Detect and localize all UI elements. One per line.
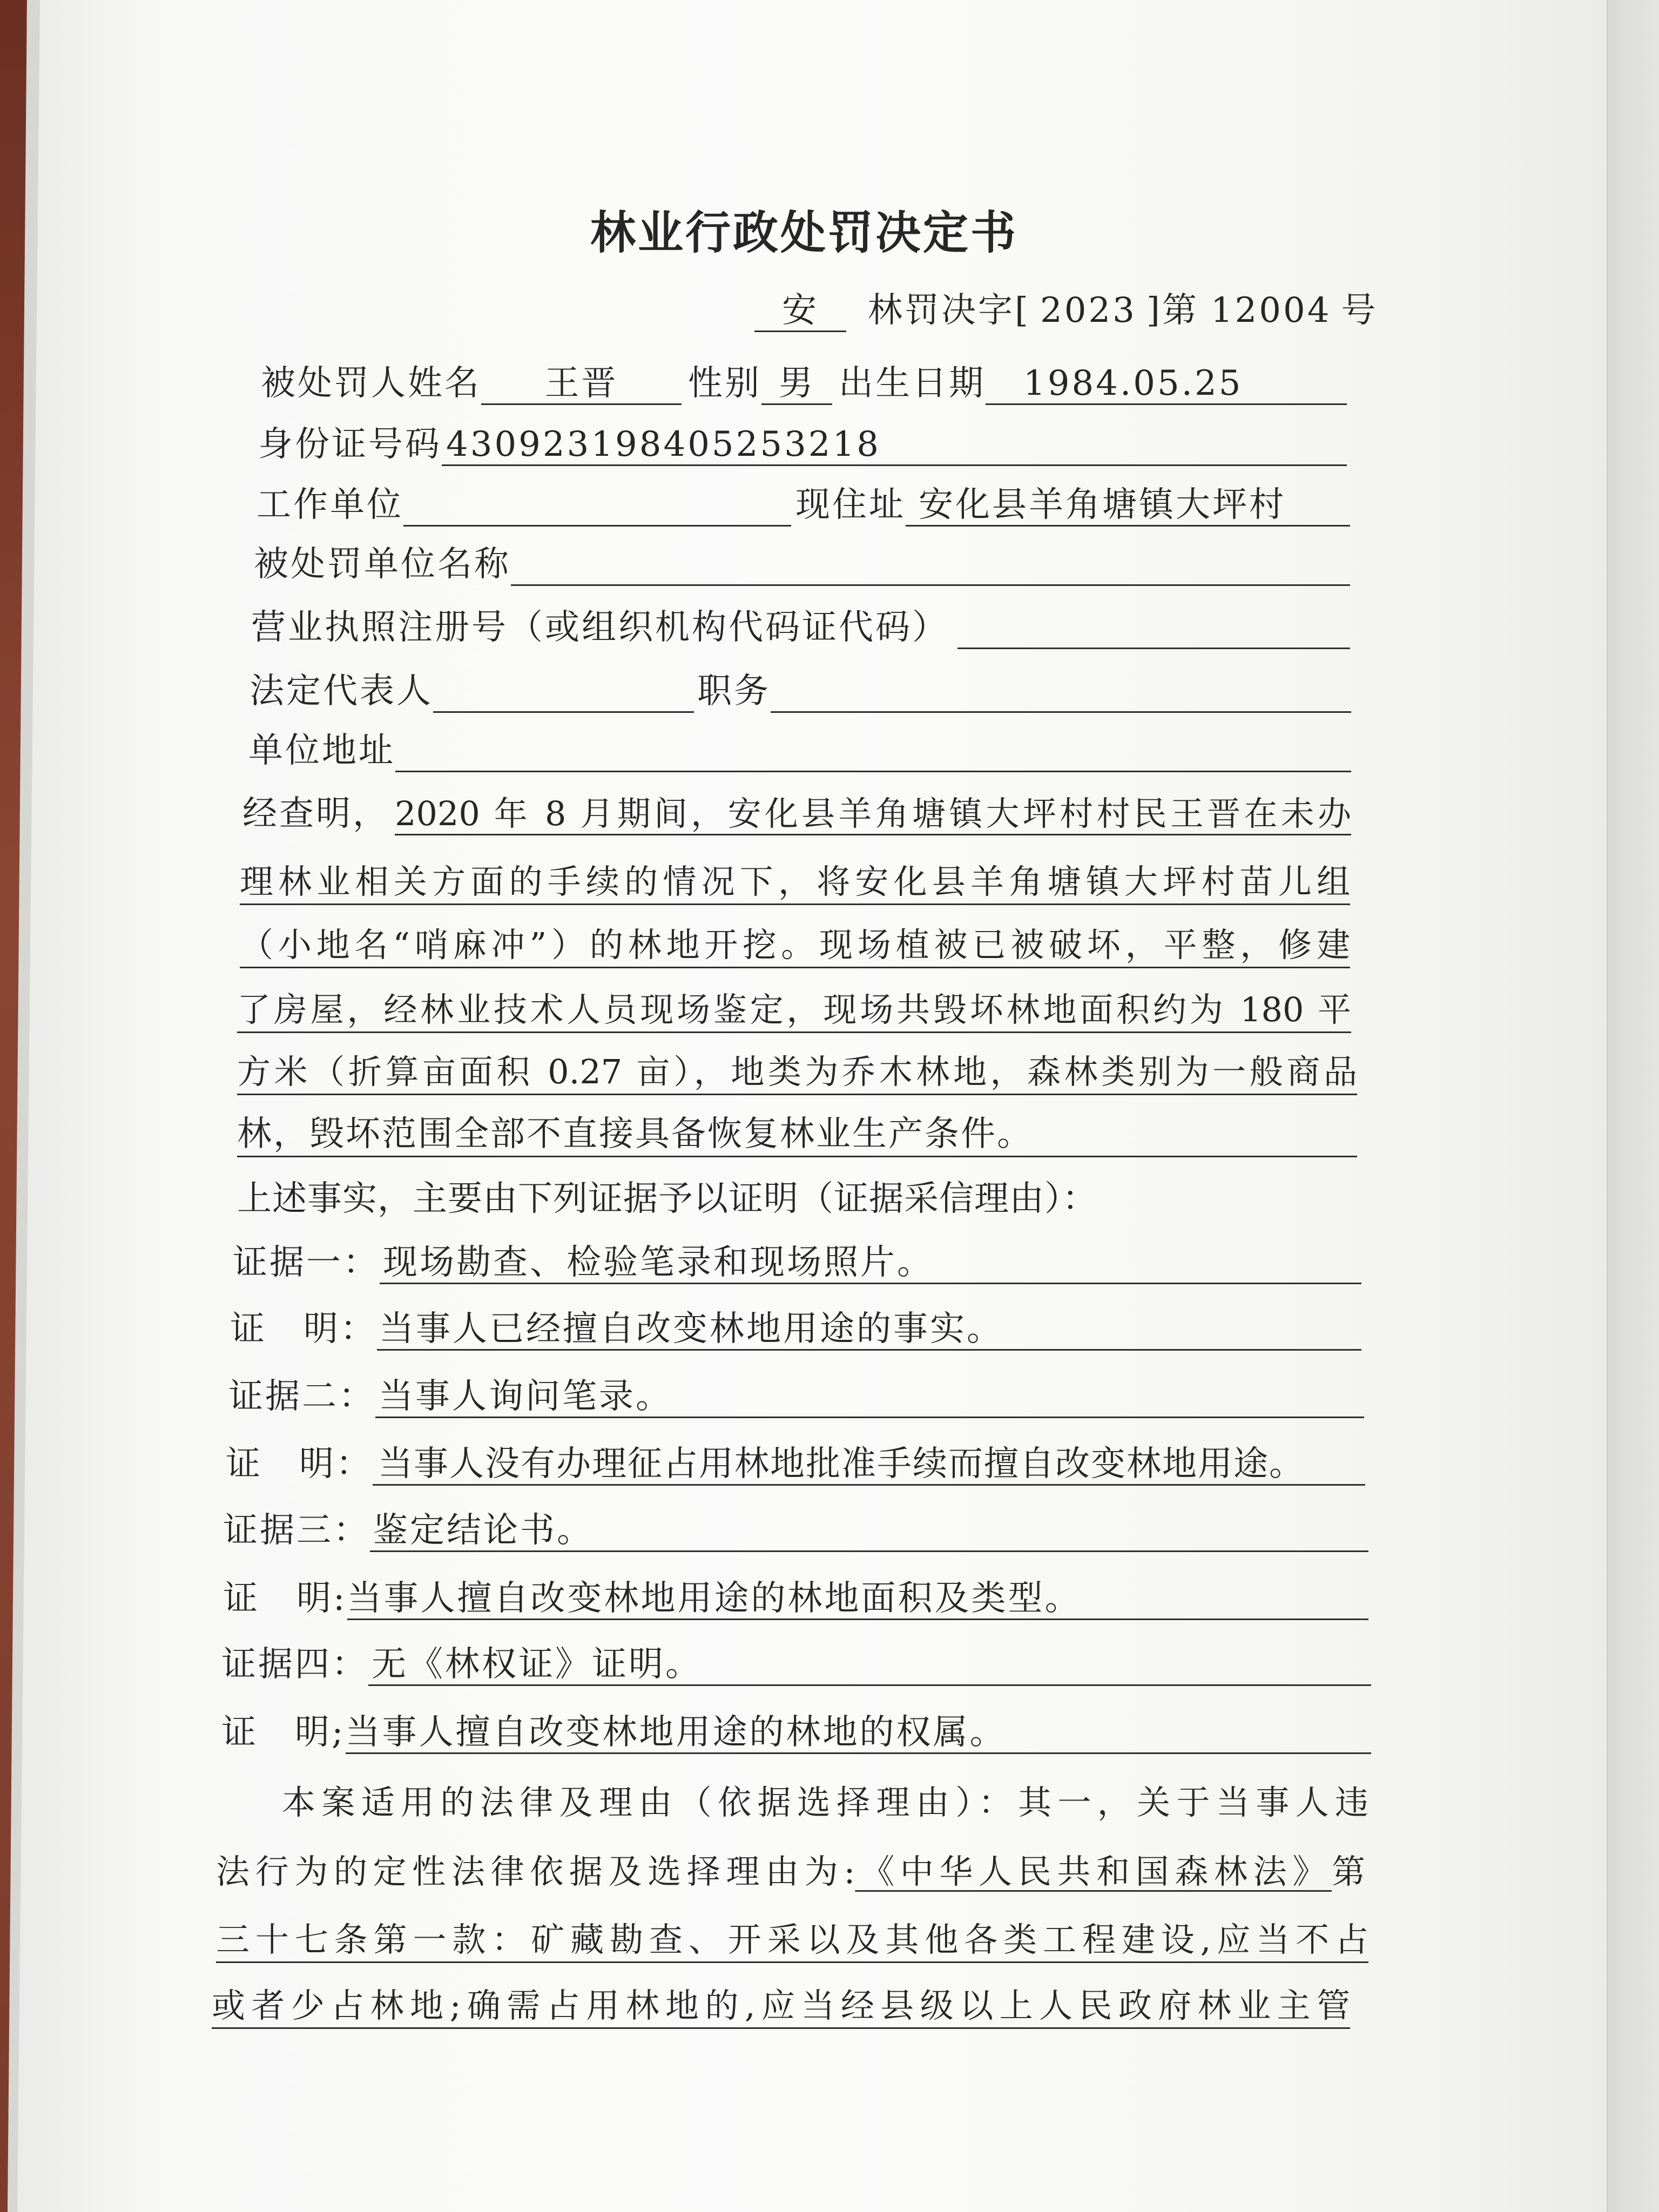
proof-label: 证 明:: [223, 1579, 347, 1618]
facts-line-5: 方米（折算亩面积 0.27 亩），地类为乔木林地，森林类别为一般商品: [237, 1050, 1357, 1095]
birth-date-value: 1984.05.25: [986, 362, 1347, 405]
employer-blank: [403, 483, 791, 527]
doc-number-prefix: 安: [754, 289, 846, 332]
party-row-employer: [257, 483, 1350, 527]
id-label: 身份证号码: [258, 424, 442, 464]
evidence-content: 无《林权证》证明。: [368, 1643, 1371, 1686]
employer-label: 工作单位: [257, 485, 403, 525]
document-title: 林业行政处罚决定书: [590, 206, 1018, 259]
law-line-2-after: 第: [1331, 1852, 1365, 1891]
proof-label: 证 明：: [226, 1444, 373, 1484]
unit-name-label: 被处罚单位名称: [254, 544, 511, 584]
facts-lead: 经查明，: [242, 794, 389, 834]
evidence-content: 现场勘查、检验笔录和现场照片。: [380, 1241, 1361, 1284]
birth-label: 出生日期: [839, 363, 986, 403]
license-blank: [957, 606, 1350, 649]
proof-content: 当事人没有办理征占用林地批准手续而擅自改变林地用途。: [373, 1442, 1365, 1486]
name-value: 王晋: [481, 362, 682, 405]
adjacent-sheet-edge: [1607, 0, 1659, 2212]
legal-rep-blank: [433, 670, 694, 713]
evidence-row: [228, 1375, 1364, 1418]
evidence-label: 证据一：: [233, 1243, 380, 1283]
facts-line-2: 理林业相关方面的手续的情况下，将安化县羊角塘镇大坪村苗儿组: [240, 860, 1350, 905]
law-line-2-before: 法行为的定性法律依据及选择理由为:: [216, 1852, 855, 1891]
document-number-line: [754, 289, 1378, 332]
evidence-label: 证据三：: [223, 1510, 370, 1550]
law-line-4: 或者少占林地;确需占用林地的,应当经县级以上人民政府林业主管: [212, 1984, 1350, 2029]
doc-number-year: 2023: [1040, 291, 1137, 331]
facts-line-6: 林，毁坏范围全部不直接具备恢复林业生产条件。: [237, 1112, 1357, 1157]
address-label: 现住址: [795, 485, 906, 525]
party-row-id: [258, 423, 1347, 466]
evidence-row: [233, 1241, 1361, 1284]
id-number-value: 430923198405253218: [442, 423, 1347, 466]
party-row-name: [261, 362, 1347, 405]
evidence-proof-row: [221, 1711, 1371, 1754]
unit-name-blank: [511, 543, 1350, 586]
evidence-content: 当事人询问笔录。: [375, 1375, 1364, 1418]
unit-address-label: 单位地址: [248, 731, 395, 771]
law-line-2: [216, 1850, 1365, 1893]
party-row-unit-name: [254, 543, 1350, 586]
position-label: 职务: [697, 671, 771, 711]
evidence-row: [223, 1509, 1368, 1552]
proof-content: 当事人擅自改变林地用途的林地的权属。: [346, 1711, 1371, 1754]
party-row-unit-address: [248, 729, 1351, 772]
evidence-row: [221, 1643, 1371, 1686]
unit-address-blank: [395, 729, 1351, 772]
party-row-license: [251, 606, 1350, 649]
facts-line-3: （小地名“哨麻冲”）的林地开挖。现场植被已被破坏，平整，修建: [240, 923, 1350, 968]
law-line-3: 三十七条第一款：矿藏勘查、开采以及其他各类工程建设,应当不占: [216, 1918, 1368, 1963]
doc-number-suffix: 号: [1341, 291, 1378, 331]
doc-number-mid: ]第: [1146, 291, 1199, 331]
evidence-label: 证据四：: [221, 1644, 368, 1684]
party-row-legal-rep: [249, 670, 1351, 713]
address-value: 安化县羊角塘镇大坪村: [906, 483, 1350, 527]
evidence-proof-row: [223, 1577, 1368, 1620]
evidence-content: 鉴定结论书。: [370, 1509, 1368, 1552]
proof-label: 证 明：: [230, 1309, 377, 1349]
facts-line-1: [242, 792, 1351, 835]
evidence-proof-row: [226, 1442, 1365, 1486]
gender-value: 男: [761, 362, 832, 405]
proof-label: 证 明;: [221, 1712, 346, 1752]
name-label: 被处罚人姓名: [261, 363, 481, 403]
proof-content: 当事人已经擅自改变林地用途的事实。: [377, 1307, 1361, 1351]
legal-rep-label: 法定代表人: [249, 671, 433, 711]
gender-label: 性别: [688, 363, 761, 403]
law-name: 《中华人民共和国森林法》: [855, 1852, 1332, 1891]
doc-number-type: 林罚决字[: [868, 291, 1030, 331]
evidence-proof-row: [230, 1307, 1361, 1351]
evidence-intro: 上述事实，主要由下列证据予以证明（证据采信理由）：: [237, 1179, 1097, 1219]
position-blank: [771, 670, 1351, 713]
proof-content: 当事人擅自改变林地用途的林地面积及类型。: [347, 1577, 1368, 1620]
evidence-label: 证据二：: [228, 1377, 375, 1417]
law-line-1: 本案适用的法律及理由（依据选择理由）：其一，关于当事人违: [282, 1783, 1368, 1822]
doc-number-serial: 12004: [1210, 291, 1332, 331]
facts-line-1-text: 2020 年 8 月期间，安化县羊角塘镇大坪村村民王晋在未办: [395, 792, 1351, 835]
license-label: 营业执照注册号（或组织机构代码证代码）: [251, 608, 949, 648]
facts-line-4: 了房屋，经林业技术人员现场鉴定，现场共毁坏林地面积约为 180 平: [237, 988, 1351, 1033]
